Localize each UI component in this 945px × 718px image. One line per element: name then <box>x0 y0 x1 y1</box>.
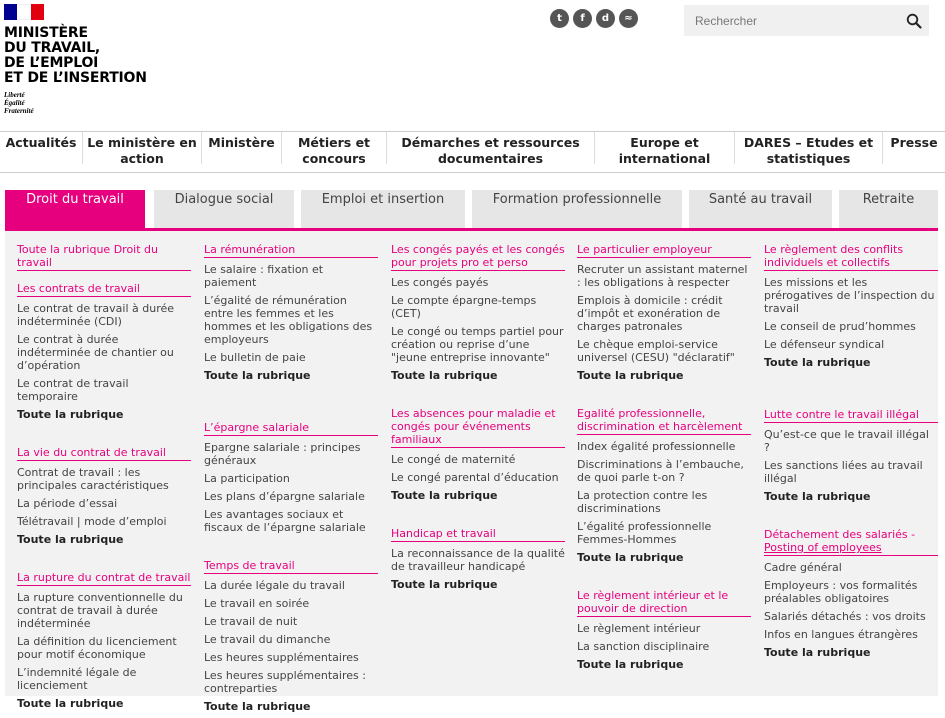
all-rubrique-link[interactable]: Toute la rubrique <box>764 356 871 369</box>
nav-item-presse[interactable]: Presse <box>882 132 945 164</box>
menu-link[interactable]: Index égalité professionnelle <box>577 440 736 453</box>
menu-link[interactable]: Les congés payés <box>391 276 489 289</box>
section-title[interactable]: Le règlement des conflits individuels et collectifs <box>764 243 938 271</box>
ministry-name-line: DU TRAVAIL, <box>4 40 101 56</box>
menu-link[interactable]: Infos en langues étrangères <box>764 628 918 641</box>
all-rubrique-link[interactable]: Toute la rubrique <box>391 578 498 591</box>
menu-link[interactable]: Le congé parental d’éducation <box>391 471 559 484</box>
menu-link[interactable]: Le contrat de travail à durée indéterminée (CDI) <box>17 302 175 328</box>
menu-link[interactable]: L’égalité professionnelle Femmes-Hommes <box>577 520 712 546</box>
section-title[interactable]: Egalité professionnelle, discrimination et harcèlement <box>577 407 751 435</box>
menu-link[interactable]: Les plans d’épargne salariale <box>204 490 365 503</box>
section-title[interactable]: La rupture du contrat de travail <box>17 571 191 584</box>
menu-link[interactable]: Recruter un assistant maternel : les obligations à respecter <box>577 263 748 289</box>
menu-column-5 <box>764 243 938 664</box>
main-nav <box>0 131 945 173</box>
ministry-name-line: DE L’EMPLOI <box>4 55 99 71</box>
tab-dialogue-social[interactable]: Dialogue social <box>154 190 294 228</box>
section-subtitle-link[interactable]: Posting of employees <box>764 541 882 554</box>
tab-droit-du-travail[interactable]: Droit du travail <box>5 190 145 228</box>
motto-line: Égalité <box>4 99 25 107</box>
nav-item-ministere-en-action[interactable]: Le ministère en action <box>82 132 201 164</box>
nav-item-ministere[interactable]: Ministère <box>201 132 281 164</box>
menu-link[interactable]: Les heures supplémentaires : contreparties <box>204 669 366 695</box>
menu-link[interactable]: Le conseil de prud’hommes <box>764 320 916 333</box>
section-title[interactable]: Lutte contre le travail illégal <box>764 408 938 423</box>
ministry-name-line: ET DE L’INSERTION <box>4 70 147 86</box>
menu-column-4 <box>577 243 751 676</box>
menu-link[interactable]: Contrat de travail : les principales caractéristiques <box>17 466 169 492</box>
all-rubrique-link[interactable]: Toute la rubrique <box>204 700 311 713</box>
all-rubrique-link[interactable]: Toute la rubrique <box>577 658 684 671</box>
menu-column-2 <box>204 243 378 718</box>
menu-link[interactable]: Le travail de nuit <box>204 615 298 628</box>
nav-item-dares[interactable]: DARES – Etudes et statistiques <box>734 132 882 164</box>
all-rubrique-link[interactable]: Toute la rubrique <box>764 646 871 659</box>
menu-link[interactable]: La période d’essai <box>17 497 118 510</box>
menu-link[interactable]: Employeurs : vos formalités préalables obligatoires <box>764 579 918 605</box>
search-box <box>684 5 929 36</box>
menu-link[interactable]: Le contrat de travail temporaire <box>17 377 129 403</box>
tab-formation-professionnelle[interactable]: Formation professionnelle <box>472 190 682 228</box>
all-droit-du-travail-link[interactable]: Toute la rubrique Droit du travail <box>17 243 191 271</box>
section-title-detachement[interactable] <box>764 528 938 556</box>
nav-item-europe[interactable]: Europe et international <box>594 132 734 164</box>
menu-link[interactable]: La définition du licenciement pour motif économique <box>17 635 177 661</box>
menu-link[interactable]: Les heures supplémentaires <box>204 651 359 664</box>
all-rubrique-link[interactable]: Toute la rubrique <box>577 551 684 564</box>
menu-link[interactable]: Le congé ou temps partiel pour création ou reprise d’une "jeune entreprise innovante" <box>391 325 564 364</box>
menu-link[interactable]: Les sanctions liées au travail illégal <box>764 459 923 485</box>
tab-sante-au-travail[interactable]: Santé au travail <box>689 190 832 228</box>
nav-item-metiers-concours[interactable]: Métiers et concours <box>281 132 386 164</box>
all-rubrique-link[interactable]: Toute la rubrique <box>17 408 124 421</box>
menu-column-1 <box>17 243 191 715</box>
section-title[interactable]: Le règlement intérieur et le pouvoir de direction <box>577 589 751 617</box>
section-title[interactable]: Les absences pour maladie et congés pour événements familiaux <box>391 407 565 448</box>
menu-link[interactable]: Le bulletin de paie <box>204 351 306 364</box>
menu-link[interactable]: Salariés détachés : vos droits <box>764 610 926 623</box>
menu-link[interactable]: Le règlement intérieur <box>577 622 701 635</box>
section-title[interactable]: Handicap et travail <box>391 527 565 542</box>
all-rubrique-link[interactable]: Toute la rubrique <box>764 490 871 503</box>
tab-bar <box>5 190 938 228</box>
republic-motto <box>4 91 164 115</box>
menu-column-3 <box>391 243 565 596</box>
menu-link[interactable]: Le congé de maternité <box>391 453 516 466</box>
motto-line: Liberté <box>4 91 25 99</box>
ministry-name <box>4 26 154 86</box>
rss-icon[interactable]: ≈ <box>619 9 638 28</box>
all-rubrique-link[interactable]: Toute la rubrique <box>17 533 124 546</box>
motto-line: Fraternité <box>4 107 34 115</box>
menu-link[interactable]: Qu’est-ce que le travail illégal ? <box>764 428 929 454</box>
menu-link[interactable]: Cadre général <box>764 561 842 574</box>
menu-link[interactable]: La rupture conventionnelle du contrat de travail à durée indéterminée <box>17 591 183 630</box>
menu-link[interactable]: Le défenseur syndical <box>764 338 885 351</box>
tab-emploi-insertion[interactable]: Emploi et insertion <box>301 190 465 228</box>
menu-link[interactable]: L’égalité de rémunération entre les femmes et les hommes et les obligations des employeurs <box>204 294 373 346</box>
tab-retraite[interactable]: Retraite <box>839 190 938 228</box>
search-input[interactable] <box>684 5 899 36</box>
menu-link[interactable]: Discriminations à l’embauche, de quoi parle t-on ? <box>577 458 744 484</box>
section-title[interactable]: Les congés payés et les congés pour projets pro et perso <box>391 243 565 269</box>
menu-link[interactable]: La sanction disciplinaire <box>577 640 710 653</box>
menu-link[interactable]: Le contrat à durée indéterminée de chantier ou d’opération <box>17 333 174 372</box>
menu-link[interactable]: Télétravail | mode d’emploi <box>17 515 167 528</box>
ministry-name-line: MINISTÈRE <box>4 25 88 41</box>
menu-link[interactable]: La reconnaissance de la qualité de travailleur handicapé <box>391 547 565 573</box>
search-icon[interactable] <box>899 13 929 29</box>
menu-link[interactable]: La participation <box>204 472 290 485</box>
nav-item-actualites[interactable]: Actualités <box>5 135 77 150</box>
section-title[interactable]: Temps de travail <box>204 559 378 574</box>
menu-link[interactable]: Les avantages sociaux et fiscaux de l’épargne salariale <box>204 508 366 534</box>
section-title-text: Détachement des salariés - <box>764 528 916 541</box>
menu-link[interactable]: Epargne salariale : principes généraux <box>204 441 361 467</box>
facebook-icon[interactable]: f <box>573 9 592 28</box>
social-links <box>550 9 638 28</box>
twitter-icon[interactable]: t <box>550 9 569 28</box>
menu-link[interactable]: Le compte épargne-temps (CET) <box>391 294 537 320</box>
all-rubrique-link[interactable]: Toute la rubrique <box>577 369 684 382</box>
all-rubrique-link[interactable]: Toute la rubrique <box>17 697 124 710</box>
ministry-logo[interactable] <box>4 4 164 115</box>
section-title[interactable]: La vie du contrat de travail <box>17 446 191 461</box>
dailymotion-icon[interactable]: d <box>596 9 615 28</box>
all-rubrique-link[interactable]: Toute la rubrique <box>391 489 498 502</box>
section-title[interactable]: L’épargne salariale <box>204 421 378 436</box>
menu-link[interactable]: La protection contre les discriminations <box>577 489 708 515</box>
menu-link[interactable]: Le salaire : fixation et paiement <box>204 263 324 289</box>
nav-item-demarches[interactable]: Démarches et ressources documentaires <box>386 132 594 164</box>
section-title[interactable]: Les contrats de travail <box>17 282 191 297</box>
menu-link[interactable]: Le travail en soirée <box>204 597 310 610</box>
all-rubrique-link[interactable]: Toute la rubrique <box>204 369 311 382</box>
all-rubrique-link[interactable]: Toute la rubrique <box>391 369 498 382</box>
french-flag-icon <box>4 4 44 20</box>
menu-link[interactable]: La durée légale du travail <box>204 579 345 592</box>
menu-link[interactable]: Le travail du dimanche <box>204 633 331 646</box>
menu-link[interactable]: L’indemnité légale de licenciement <box>17 666 137 692</box>
menu-link[interactable]: Emplois à domicile : crédit d’impôt et exonération de charges patronales <box>577 294 723 333</box>
menu-link[interactable]: Le chèque emploi-service universel (CESU) "déclaratif" <box>577 338 735 364</box>
menu-link[interactable]: Les missions et les prérogatives de l’inspection du travail <box>764 276 935 315</box>
section-title[interactable]: Le particulier employeur <box>577 243 751 258</box>
section-title[interactable]: La rémunération <box>204 243 378 258</box>
